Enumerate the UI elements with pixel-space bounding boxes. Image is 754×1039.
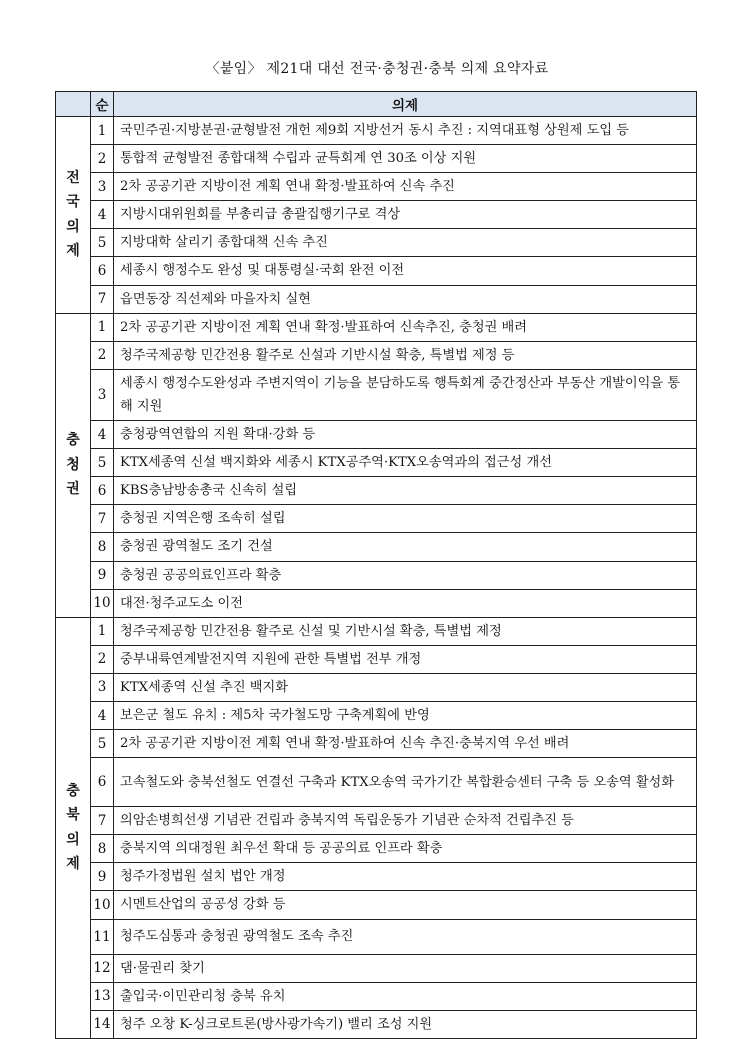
table-row bbox=[56, 285, 697, 313]
row-number: 14 bbox=[91, 1010, 114, 1038]
table-row bbox=[56, 954, 697, 982]
row-number: 9 bbox=[91, 561, 114, 589]
table-row bbox=[56, 807, 697, 835]
section-label bbox=[56, 313, 91, 617]
agenda-text: 지방시대위원회를 부총리급 총괄집행기구로 격상 bbox=[114, 201, 697, 229]
row-number: 2 bbox=[91, 145, 114, 173]
table-row bbox=[56, 919, 697, 954]
row-number: 6 bbox=[91, 477, 114, 505]
section-label bbox=[56, 117, 91, 314]
table-row bbox=[56, 117, 697, 145]
table-row bbox=[56, 229, 697, 257]
agenda-text: 2차 공공기관 지방이전 계획 연내 확정·발표하여 신속추진, 충청권 배려 bbox=[114, 313, 697, 341]
row-number: 7 bbox=[91, 505, 114, 533]
table-row bbox=[56, 645, 697, 673]
agenda-text: 세종시 행정수도완성과 주변지역이 기능을 분담하도록 행특회계 중간정산과 부동산 개발이익을 통해 지원 bbox=[114, 369, 697, 420]
row-number: 1 bbox=[91, 117, 114, 145]
table-row bbox=[56, 589, 697, 617]
row-number: 8 bbox=[91, 835, 114, 863]
table-row bbox=[56, 533, 697, 561]
agenda-text: 대전·청주교도소 이전 bbox=[114, 589, 697, 617]
agenda-text: 충청광역연합의 지원 확대·강화 등 bbox=[114, 421, 697, 449]
row-number: 1 bbox=[91, 617, 114, 645]
row-number: 3 bbox=[91, 369, 114, 420]
agenda-text: 청주국제공항 민간전용 활주로 신설 및 기반시설 확충, 특별법 제정 bbox=[114, 617, 697, 645]
table-row bbox=[56, 145, 697, 173]
agenda-text: 청주 오창 K-싱크로트론(방사광가속기) 밸리 조성 지원 bbox=[114, 1010, 697, 1038]
table-row bbox=[56, 421, 697, 449]
row-number: 2 bbox=[91, 341, 114, 369]
table-row bbox=[56, 982, 697, 1010]
section-label-char: 북 bbox=[66, 807, 80, 824]
row-number: 11 bbox=[91, 919, 114, 954]
row-number: 6 bbox=[91, 758, 114, 807]
section-label-char: 권 bbox=[66, 481, 80, 498]
agenda-text: 읍면동장 직선제와 마을자치 실현 bbox=[114, 285, 697, 313]
section-label-char: 국 bbox=[66, 194, 80, 211]
agenda-text: KBS충남방송총국 신속히 설립 bbox=[114, 477, 697, 505]
section-label-char: 청 bbox=[66, 456, 80, 473]
row-number: 10 bbox=[91, 891, 114, 919]
row-number: 7 bbox=[91, 807, 114, 835]
agenda-text: 충청권 공공의료인프라 확충 bbox=[114, 561, 697, 589]
row-number: 10 bbox=[91, 589, 114, 617]
section-label-char: 제 bbox=[66, 856, 80, 873]
agenda-text: KTX세종역 신설 백지화와 세종시 KTX공주역·KTX오송역과의 접근성 개선 bbox=[114, 449, 697, 477]
section-label bbox=[56, 617, 91, 1038]
row-number: 13 bbox=[91, 982, 114, 1010]
table-row bbox=[56, 341, 697, 369]
section-label-char: 의 bbox=[66, 831, 80, 848]
row-number: 2 bbox=[91, 645, 114, 673]
table-row bbox=[56, 505, 697, 533]
agenda-text: 시멘트산업의 공공성 강화 등 bbox=[114, 891, 697, 919]
table-row bbox=[56, 758, 697, 807]
agenda-table-body bbox=[56, 117, 697, 1039]
agenda-text: 지방대학 살리기 종합대책 신속 추진 bbox=[114, 229, 697, 257]
row-number: 5 bbox=[91, 449, 114, 477]
agenda-text: 충청권 광역철도 조기 건설 bbox=[114, 533, 697, 561]
agenda-text: 의암손병희선생 기념관 건립과 충북지역 독립운동가 기념관 순차적 건립추진 등 bbox=[114, 807, 697, 835]
agenda-text: 댐·물권리 찾기 bbox=[114, 954, 697, 982]
section-label-char: 전 bbox=[66, 169, 80, 186]
agenda-text: 청주도심통과 충청권 광역철도 조속 추진 bbox=[114, 919, 697, 954]
table-row bbox=[56, 369, 697, 420]
section-label-char: 의 bbox=[66, 218, 80, 235]
agenda-text: 충청권 지역은행 조속히 설립 bbox=[114, 505, 697, 533]
table-row bbox=[56, 561, 697, 589]
header-number: 순 bbox=[91, 92, 114, 117]
row-number: 7 bbox=[91, 285, 114, 313]
agenda-table bbox=[55, 91, 697, 1039]
agenda-text: 국민주권·지방분권·균형발전 개헌 제9회 지방선거 동시 추진 : 지역대표형 상원제 도입 등 bbox=[114, 117, 697, 145]
row-number: 3 bbox=[91, 173, 114, 201]
table-row bbox=[56, 891, 697, 919]
row-number: 4 bbox=[91, 421, 114, 449]
agenda-text: 보은군 철도 유치 : 제5차 국가철도망 구축계획에 반영 bbox=[114, 701, 697, 729]
table-row bbox=[56, 673, 697, 701]
row-number: 3 bbox=[91, 673, 114, 701]
table-row bbox=[56, 1010, 697, 1038]
agenda-text: 출입국·이민관리청 충북 유치 bbox=[114, 982, 697, 1010]
table-row bbox=[56, 477, 697, 505]
header-section bbox=[56, 92, 91, 117]
agenda-text: 충북지역 의대정원 최우선 확대 등 공공의료 인프라 확충 bbox=[114, 835, 697, 863]
agenda-text: 2차 공공기관 지방이전 계획 연내 확정·발표하여 신속 추진 bbox=[114, 173, 697, 201]
row-number: 8 bbox=[91, 533, 114, 561]
row-number: 4 bbox=[91, 701, 114, 729]
table-row bbox=[56, 257, 697, 285]
table-row bbox=[56, 617, 697, 645]
table-row bbox=[56, 701, 697, 729]
table-row bbox=[56, 730, 697, 758]
table-row bbox=[56, 173, 697, 201]
document-title: 〈붙임〉 제21대 대선 전국·충청권·충북 의제 요약자료 bbox=[205, 61, 549, 77]
table-row bbox=[56, 835, 697, 863]
agenda-text: 중부내륙연계발전지역 지원에 관한 특별법 전부 개정 bbox=[114, 645, 697, 673]
agenda-text: 청주국제공항 민간전용 활주로 신설과 기반시설 확충, 특별법 제정 등 bbox=[114, 341, 697, 369]
table-row bbox=[56, 201, 697, 229]
table-row bbox=[56, 313, 697, 341]
agenda-text: 청주가정법원 설치 법안 개정 bbox=[114, 863, 697, 891]
section-label-char: 충 bbox=[66, 432, 80, 449]
agenda-text: 고속철도와 충북선철도 연결선 구축과 KTX오송역 국가기간 복합환승센터 구축 등 오송역 활성화 bbox=[114, 758, 697, 807]
agenda-text: 통합적 균형발전 종합대책 수립과 균특회계 연 30조 이상 지원 bbox=[114, 145, 697, 173]
table-row bbox=[56, 863, 697, 891]
agenda-text: 2차 공공기관 지방이전 계획 연내 확정·발표하여 신속 추진·충북지역 우선 배려 bbox=[114, 730, 697, 758]
section-label-char: 제 bbox=[66, 243, 80, 260]
agenda-text: KTX세종역 신설 추진 백지화 bbox=[114, 673, 697, 701]
row-number: 6 bbox=[91, 257, 114, 285]
header-agenda: 의제 bbox=[114, 92, 697, 117]
section-label-char: 충 bbox=[66, 782, 80, 799]
row-number: 9 bbox=[91, 863, 114, 891]
row-number: 5 bbox=[91, 229, 114, 257]
row-number: 12 bbox=[91, 954, 114, 982]
table-row bbox=[56, 449, 697, 477]
row-number: 1 bbox=[91, 313, 114, 341]
row-number: 5 bbox=[91, 730, 114, 758]
agenda-text: 세종시 행정수도 완성 및 대통령실·국회 완전 이전 bbox=[114, 257, 697, 285]
row-number: 4 bbox=[91, 201, 114, 229]
table-header-row bbox=[56, 92, 697, 117]
